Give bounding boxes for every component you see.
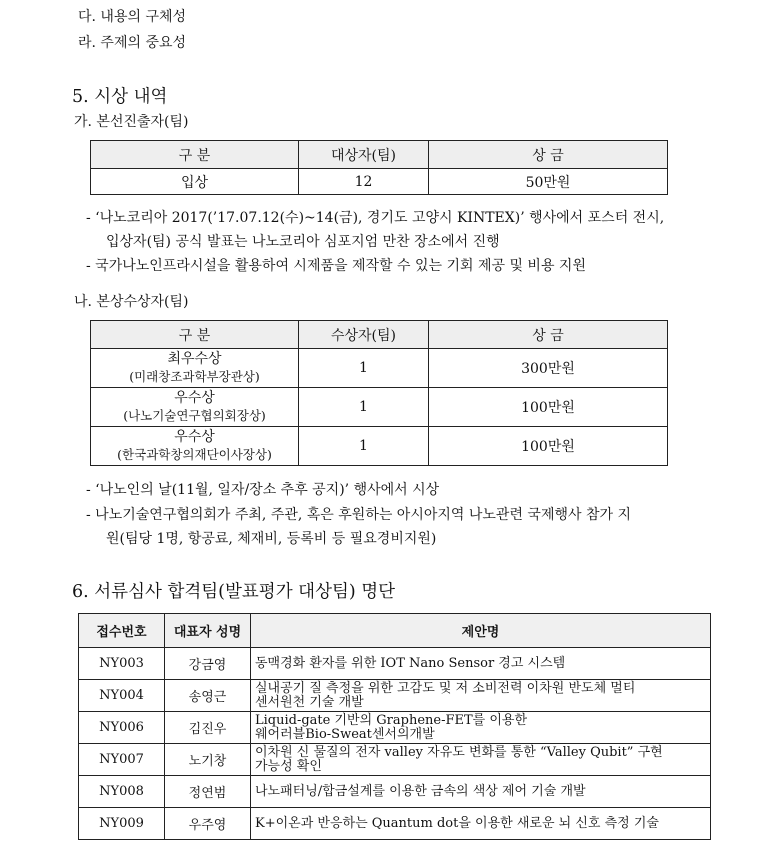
cell-name: 송영근 (165, 680, 251, 712)
note-prototype-support: - 국가나노인프라시설을 활용하여 시제품을 제작할 수 있는 기회 제공 및 비용 지원 (86, 258, 586, 274)
note-announcement: 입상자(팀) 공식 발표는 나노코리아 심포지엄 만찬 장소에서 진행 (106, 234, 500, 250)
title-line: K+이온과 반응하는 Quantum dot을 이용한 새로운 뇌 신호 측정 기술 (255, 815, 659, 831)
title-line: 실내공기 질 측정을 위한 고감도 및 저 소비전력 이차원 반도체 멀티 (255, 680, 636, 696)
table-row (79, 680, 711, 712)
cell-name: 우주영 (165, 808, 251, 840)
title-line: 동맥경화 환자를 위한 IOT Nano Sensor 경고 시스템 (255, 655, 566, 671)
item-content-specificity: 다. 내용의 구체성 (78, 9, 187, 25)
cell-title (251, 808, 711, 840)
cell-category: 입상 (91, 169, 299, 195)
header-category: 구 분 (91, 321, 299, 349)
title-line: 웨어러블Bio-Sweat센서의개발 (255, 726, 435, 742)
cell-name: 정연범 (165, 776, 251, 808)
award-name: 우수상 (174, 428, 215, 445)
finalist-prize-table (90, 140, 668, 195)
table-row (79, 648, 711, 680)
cell-prize: 100만원 (429, 388, 668, 427)
cell-id: NY008 (79, 776, 165, 808)
section5a-heading: 가. 본선진출자(팀) (74, 114, 189, 130)
cell-id: NY006 (79, 712, 165, 744)
cell-id: NY004 (79, 680, 165, 712)
header-recipients: 수상자(팀) (299, 321, 429, 349)
cell-title (251, 776, 711, 808)
table-row (79, 744, 711, 776)
cell-prize: 300만원 (429, 349, 668, 388)
cell-count: 1 (299, 349, 429, 388)
award-sub: (나노기술연구협의회장상) (123, 407, 266, 423)
cell-id: NY007 (79, 744, 165, 776)
title-line: 센서원천 기술 개발 (255, 694, 364, 710)
cell-title (251, 712, 711, 744)
header-recipients: 대상자(팀) (299, 141, 429, 169)
award-sub: (한국과학창의재단이사장상) (117, 446, 272, 462)
title-line: 나노패터닝/합금설계를 이용한 금속의 색상 제어 기술 개발 (255, 783, 586, 799)
table-row (91, 388, 668, 427)
section6-heading: 6. 서류심사 합격팀(발표평가 대상팀) 명단 (72, 582, 396, 602)
cell-award (91, 349, 299, 388)
table-row (91, 349, 668, 388)
table-row (79, 808, 711, 840)
title-line: Liquid-gate 기반의 Graphene-FET를 이용한 (255, 712, 528, 728)
table-row (91, 427, 668, 466)
item-topic-importance: 라. 주제의 중요성 (78, 35, 187, 51)
cell-title (251, 648, 711, 680)
cell-prize: 100만원 (429, 427, 668, 466)
table-row (79, 712, 711, 744)
header-receipt-no: 접수번호 (79, 614, 165, 648)
header-prize: 상 금 (429, 141, 668, 169)
cell-award (91, 427, 299, 466)
cell-award (91, 388, 299, 427)
cell-count: 1 (299, 427, 429, 466)
table-row (91, 169, 668, 195)
cell-id: NY003 (79, 648, 165, 680)
cell-name: 노기창 (165, 744, 251, 776)
award-name: 최우수상 (167, 350, 222, 367)
cell-name: 강금영 (165, 648, 251, 680)
award-sub: (미래창조과학부장관상) (129, 368, 260, 384)
cell-prize: 50만원 (429, 169, 668, 195)
section5b-heading: 나. 본상수상자(팀) (74, 294, 189, 310)
header-proposal: 제안명 (251, 614, 711, 648)
header-prize: 상 금 (429, 321, 668, 349)
cell-id: NY009 (79, 808, 165, 840)
passed-teams-table (78, 613, 711, 840)
table-row (79, 776, 711, 808)
section5-heading: 5. 시상 내역 (72, 87, 168, 107)
note-expenses: 원(팀당 1명, 항공료, 체재비, 등록비 등 필요경비지원) (106, 531, 437, 547)
award-table (90, 320, 668, 466)
award-name: 우수상 (174, 389, 215, 406)
cell-title (251, 680, 711, 712)
cell-count: 12 (299, 169, 429, 195)
note-poster: - ‘나노코리아 2017(’17.07.12(수)~14(금), 경기도 고양시 KINTEX)’ 행사에서 포스터 전시, (86, 210, 665, 226)
header-category: 구 분 (91, 141, 299, 169)
cell-count: 1 (299, 388, 429, 427)
note-intl-event: - 나노기술연구협의회가 주최, 주관, 혹은 후원하는 아시아지역 나노관련 국제행사 참가 지 (86, 507, 631, 523)
cell-title (251, 744, 711, 776)
title-line: 가능성 확인 (255, 758, 322, 774)
cell-name: 김진우 (165, 712, 251, 744)
title-line: 이차원 신 물질의 전자 valley 자유도 변화를 통한 “Valley Qubit” 구현 (255, 744, 663, 760)
note-nano-day: - ‘나노인의 날(11월, 일자/장소 추후 공지)’ 행사에서 시상 (86, 482, 440, 498)
header-rep-name: 대표자 성명 (165, 614, 251, 648)
